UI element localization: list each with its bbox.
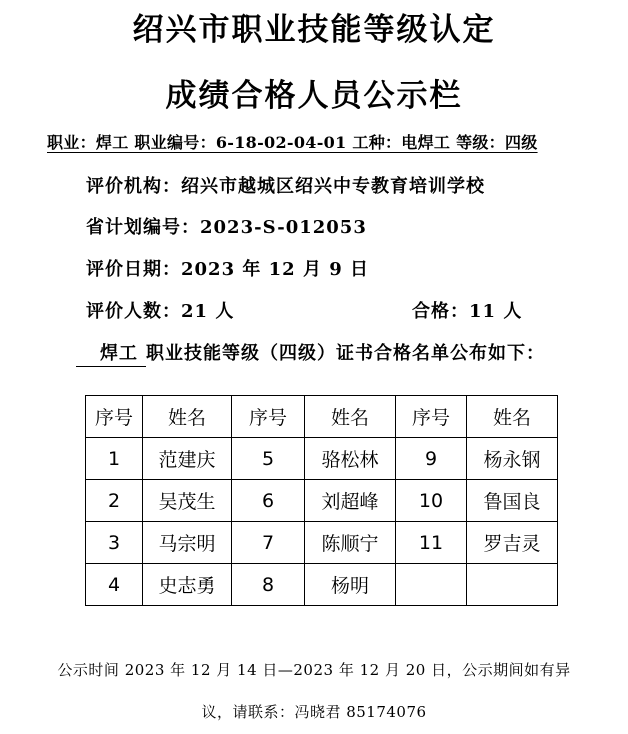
table-cell — [396, 564, 467, 606]
table-row — [86, 438, 558, 480]
header-seq-3: 序号 — [396, 396, 467, 438]
passed-count: 合格：11 人 — [412, 301, 523, 322]
table-cell: 9 — [396, 438, 467, 480]
announce-occupation: 焊工 — [76, 339, 146, 367]
header-name-3: 姓名 — [467, 396, 558, 438]
evaluation-org: 评价机构：绍兴市越城区绍兴中专教育培训学校 — [86, 176, 485, 197]
table-row — [86, 522, 558, 564]
table-cell: 马宗明 — [143, 522, 232, 564]
header-seq-1: 序号 — [86, 396, 143, 438]
table-cell: 3 — [86, 522, 143, 564]
table-cell: 11 — [396, 522, 467, 564]
plan-number: 省计划编号：2023-S-012053 — [86, 217, 367, 238]
table-cell: 骆松林 — [305, 438, 396, 480]
table-cell: 7 — [232, 522, 305, 564]
table-cell: 2 — [86, 480, 143, 522]
table-cell: 刘超峰 — [305, 480, 396, 522]
table-cell: 罗吉灵 — [467, 522, 558, 564]
footer-notice-line2: 议，请联系：冯晓君 85174076 — [201, 703, 427, 721]
table-cell: 史志勇 — [143, 564, 232, 606]
table-cell: 吴茂生 — [143, 480, 232, 522]
header-seq-2: 序号 — [232, 396, 305, 438]
table-cell: 10 — [396, 480, 467, 522]
table-cell: 鲁国良 — [467, 480, 558, 522]
occupation-info-line: 职业：焊工 职业编号：6-18-02-04-01 工种：电焊工 等级：四级 — [47, 133, 538, 152]
table-cell: 8 — [232, 564, 305, 606]
table-row — [86, 480, 558, 522]
table-cell: 1 — [86, 438, 143, 480]
results-table — [85, 395, 558, 606]
header-name-1: 姓名 — [143, 396, 232, 438]
header-name-2: 姓名 — [305, 396, 396, 438]
table-cell: 陈顺宁 — [305, 522, 396, 564]
table-cell: 4 — [86, 564, 143, 606]
table-cell: 5 — [232, 438, 305, 480]
table-cell: 范建庆 — [143, 438, 232, 480]
announce-text: 职业技能等级（四级）证书合格名单公布如下： — [146, 343, 545, 364]
footer-notice-line1: 公示时间 2023 年 12 月 14 日—2023 年 12 月 20 日，公示期间如有异 — [57, 661, 571, 679]
evaluated-count: 评价人数：21 人 — [86, 301, 235, 322]
table-cell: 杨永钢 — [467, 438, 558, 480]
table-row — [86, 564, 558, 606]
table-cell — [467, 564, 558, 606]
evaluation-date: 评价日期：2023 年 12 月 9 日 — [86, 259, 370, 280]
table-cell: 6 — [232, 480, 305, 522]
page-subtitle: 成绩合格人员公示栏 — [165, 78, 463, 114]
page-title: 绍兴市职业技能等级认定 — [132, 12, 496, 48]
announcement-line — [76, 339, 545, 367]
table-cell: 杨明 — [305, 564, 396, 606]
table-header-row — [86, 396, 558, 438]
